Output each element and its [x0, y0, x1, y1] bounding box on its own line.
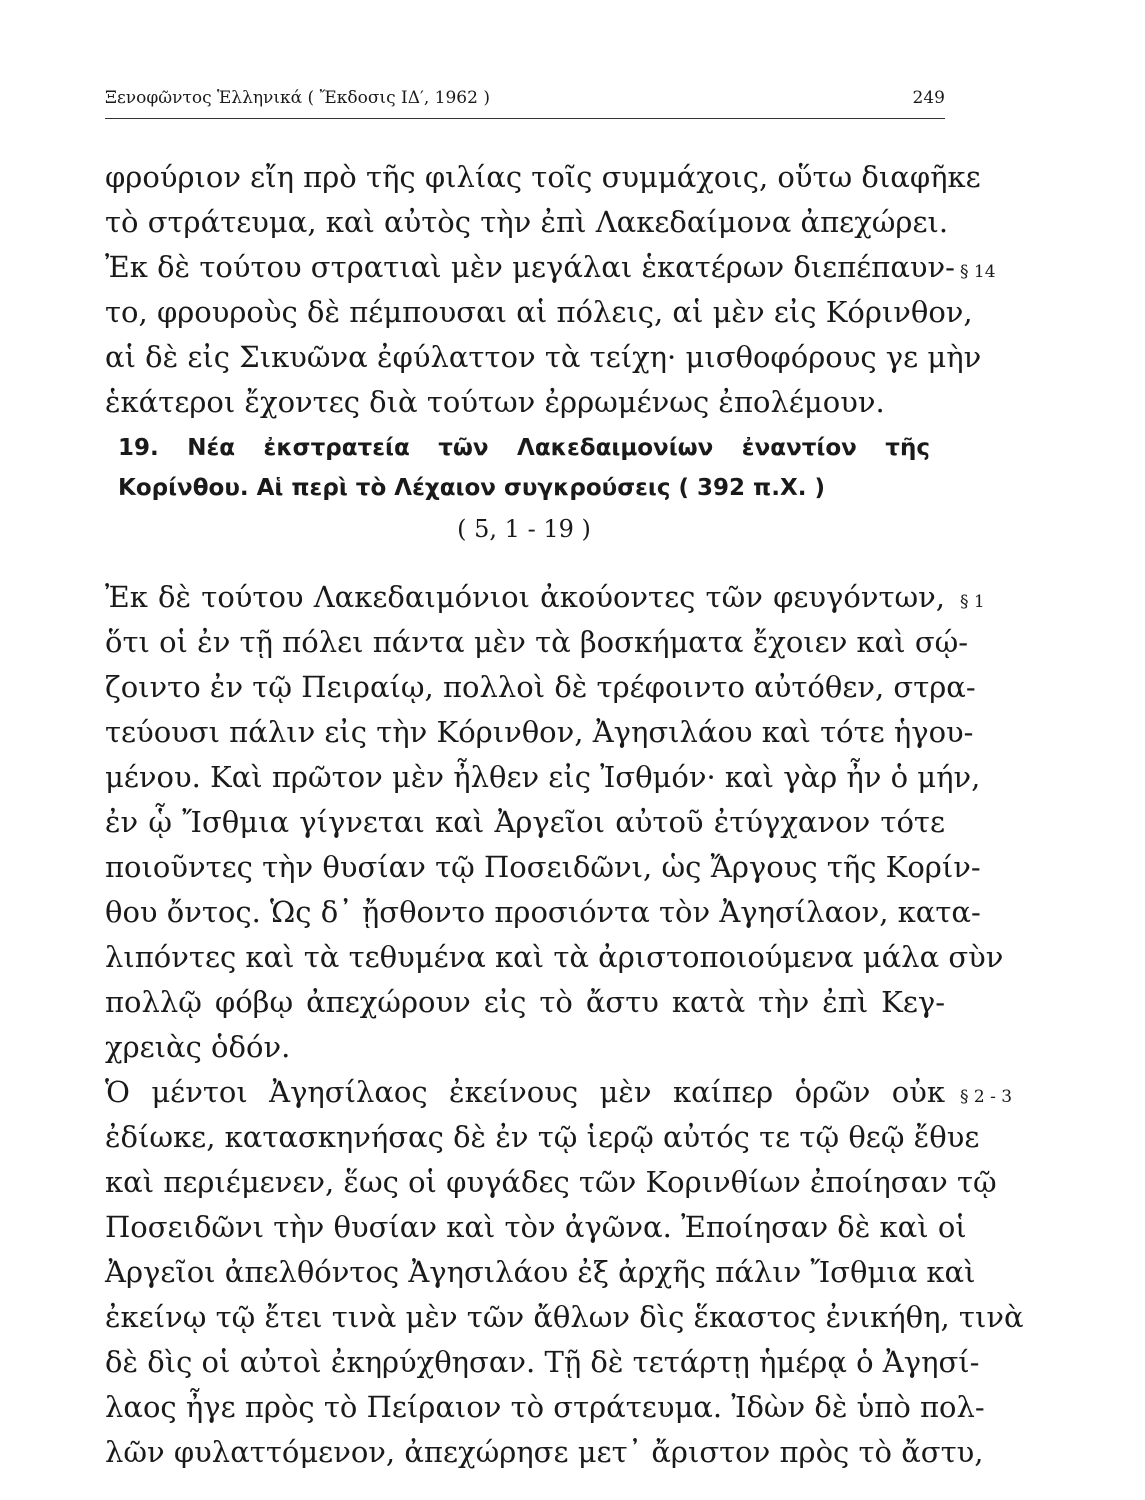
text-line: πολλῷ φόβῳ ἀπεχώρουν εἰς τὸ ἄστυ κατὰ τὴν ἐπὶ Κεγ- [105, 985, 945, 1019]
text-line: ἐδίωκε, κατασκηνήσας δὲ ἐν τῷ ἱερῷ αὐτός τε τῷ θεῷ ἔθυε [105, 1120, 980, 1154]
text-line: αἱ δὲ εἰς Σικυῶνα ἐφύλαττον τὰ τείχη· μισθοφόρους γε μὴν [105, 340, 982, 374]
text-line: Ποσειδῶνι τὴν θυσίαν καὶ τὸν ἀγῶνα. Ἐποίησαν δὲ καὶ οἱ [105, 1210, 967, 1244]
section-heading-line: Κορίνθου. Αἱ περὶ τὸ Λέχαιον συγκρούσεις ( 392 π.Χ. ) [118, 475, 825, 501]
text-line: Ὁ μέντοι Ἀγησίλαος ἐκείνους μὲν καίπερ ὁρῶν οὐκ [105, 1075, 945, 1109]
margin-section-marker: § 1 [960, 592, 985, 612]
text-line: Ἀργεῖοι ἀπελθόντος Ἀγησιλάου ἐξ ἀρχῆς πάλιν Ἴσθμια καὶ [105, 1255, 976, 1289]
text-line: φρούριον εἴη πρὸ τῆς φιλίας τοῖς συμμάχοις, οὕτω διαφῆκε [105, 160, 981, 194]
text-line: ζοιντο ἐν τῷ Πειραίῳ, πολλοὶ δὲ τρέφοιντο αὐτόθεν, στρα- [105, 670, 976, 704]
text-line: δὲ δὶς οἱ αὐτοὶ ἐκηρύχθησαν. Τῇ δὲ τετάρτῃ ἡμέρᾳ ὁ Ἀγησί- [105, 1345, 980, 1379]
running-header [105, 88, 945, 108]
text-line: θου ὄντος. Ὡς δ᾽ ᾔσθοντο προσιόντα τὸν Ἀγησίλαον, κατα- [105, 895, 981, 929]
text-line: Ἐκ δὲ τούτου Λακεδαιμόνιοι ἀκούοντες τῶν φευγόντων, [105, 580, 945, 614]
margin-section-marker: § 14 [960, 262, 996, 282]
text-line: χρειὰς ὁδόν. [105, 1030, 291, 1064]
text-line: ποιοῦντες τὴν θυσίαν τῷ Ποσειδῶνι, ὡς Ἄργους τῆς Κορίν- [105, 850, 981, 884]
text-line: καὶ περιέμενεν, ἕως οἱ φυγάδες τῶν Κορινθίων ἐποίησαν τῷ [105, 1165, 997, 1199]
text-line: λαος ἦγε πρὸς τὸ Πείραιον τὸ στράτευμα. Ἰδὼν δὲ ὑπὸ πολ- [105, 1390, 985, 1424]
text-line: ὅτι οἱ ἐν τῇ πόλει πάντα μὲν τὰ βοσκήματα ἔχοιεν καὶ σῴ- [105, 625, 969, 659]
section-heading-range: ( 5, 1 - 19 ) [457, 515, 591, 543]
text-line: το, φρουροὺς δὲ πέμπουσαι αἱ πόλεις, αἱ μὲν εἰς Κόρινθον, [105, 295, 973, 329]
text-line: ἑκάτεροι ἔχοντες διὰ τούτων ἐρρωμένως ἐπολέμουν. [105, 385, 885, 419]
header-rule [105, 118, 945, 119]
text-line: λιπόντες καὶ τὰ τεθυμένα καὶ τὰ ἀριστοποιούμενα μάλα σὺν [105, 940, 1004, 974]
text-line: λῶν φυλαττόμενον, ἀπεχώρησε μετ᾽ ἄριστον πρὸς τὸ ἄστυ, [105, 1435, 984, 1469]
text-line: ἐκείνῳ τῷ ἔτει τινὰ μὲν τῶν ἄθλων δὶς ἕκαστος ἐνικήθη, τινὰ [105, 1300, 1024, 1334]
text-line: μένου. Καὶ πρῶτον μὲν ἦλθεν εἰς Ἰσθμόν· καὶ γὰρ ἦν ὁ μήν, [105, 760, 981, 794]
margin-section-marker: § 2 - 3 [960, 1087, 1013, 1107]
page-number: 249 [912, 88, 945, 108]
section-heading-line: 19. Νέα ἐκστρατεία τῶν Λακεδαιμονίων ἐναντίον τῆς [118, 435, 930, 461]
text-line: ἐν ᾧ Ἴσθμια γίγνεται καὶ Ἀργεῖοι αὐτοῦ ἐτύγχανον τότε [105, 805, 945, 839]
text-line: Ἐκ δὲ τούτου στρατιαὶ μὲν μεγάλαι ἑκατέρων διεπέπαυν- [105, 250, 955, 284]
header-title: Ξενοφῶντος Ἑλληνικά ( Ἔκδοσις ΙΔ′, 1962 ) [105, 88, 490, 108]
text-line: τεύουσι πάλιν εἰς τὴν Κόρινθον, Ἀγησιλάου καὶ τότε ἡγου- [105, 715, 974, 749]
text-line: τὸ στράτευμα, καὶ αὐτὸς τὴν ἐπὶ Λακεδαίμονα ἀπεχώρει. [105, 205, 949, 239]
